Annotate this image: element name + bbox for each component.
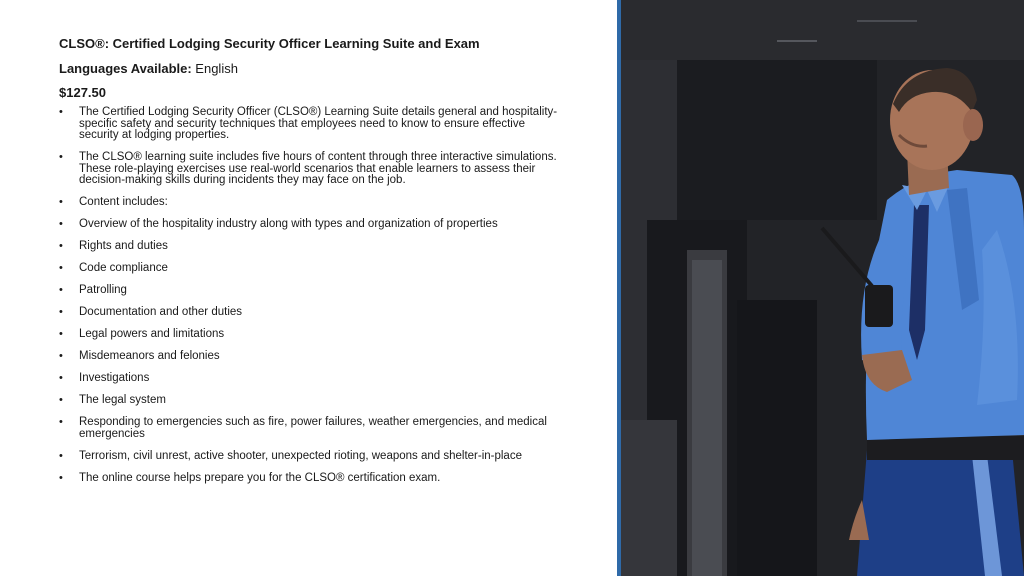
security-officer-photo — [617, 0, 1024, 576]
bullet-item: • Terrorism, civil unrest, active shooter, unexpected rioting, weapons and shelter-in-place — [59, 451, 559, 463]
text-panel — [59, 36, 559, 495]
bullet-item: • Responding to emergencies such as fire, power failures, weather emergencies, and medical emergencies — [59, 417, 559, 440]
bullet-item: • The CLSO® learning suite includes five hours of content through three interactive simulations. These role-playing exercises use real-world scenarios that enable learners to assess their decision-making skills during incidents they may face on the job. — [59, 152, 559, 187]
bullet-item: • Overview of the hospitality industry along with types and organization of properties — [59, 219, 559, 231]
security-officer-illustration — [617, 0, 1024, 576]
course-price: $127.50 — [59, 85, 106, 100]
bullet-item: • The Certified Lodging Security Officer (CLSO®) Learning Suite details general and hospitality-specific safety and security techniques that employees need to know to ensure effective security at lodging properties. — [59, 107, 559, 142]
bullet-item: • Rights and duties — [59, 241, 559, 253]
bullet-item: • The legal system — [59, 395, 559, 407]
course-title: CLSO®: Certified Lodging Security Officer Learning Suite and Exam — [59, 36, 480, 51]
languages-label: Languages Available: — [59, 61, 192, 76]
bullet-item: • Content includes: — [59, 197, 559, 209]
languages-value: English — [191, 61, 238, 76]
bullet-item: • Patrolling — [59, 285, 559, 297]
bullet-item: • The online course helps prepare you for the CLSO® certification exam. — [59, 473, 559, 485]
bullet-item: • Misdemeanors and felonies — [59, 351, 559, 363]
bullet-list — [59, 107, 559, 484]
bullet-item: • Documentation and other duties — [59, 307, 559, 319]
bullet-item: • Investigations — [59, 373, 559, 385]
languages-line — [59, 61, 559, 77]
bullet-item: • Code compliance — [59, 263, 559, 275]
bullet-item: • Legal powers and limitations — [59, 329, 559, 341]
